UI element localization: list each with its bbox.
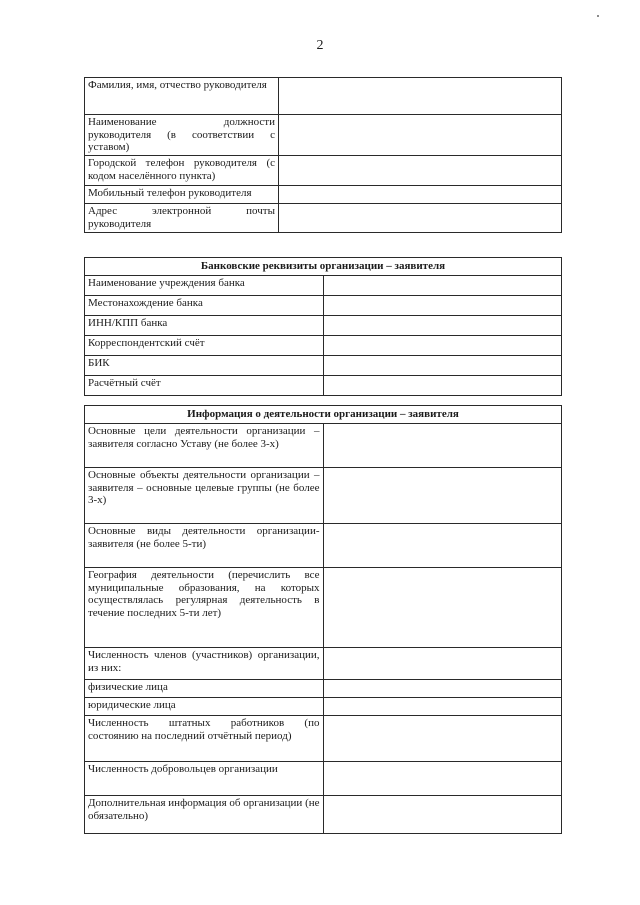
field-label: Основные объекты деятельности организации – заявителя – основные целевые группы (не более 3-х) (85, 468, 324, 524)
table-row (85, 295, 562, 315)
section-title: Информация о деятельности организации – заявителя (85, 406, 562, 424)
table-row (85, 204, 562, 233)
field-label: Местонахождение банка (85, 295, 324, 315)
field-label: физические лица (85, 680, 324, 698)
table-header-row (85, 406, 562, 424)
table-row (85, 568, 562, 648)
field-value[interactable] (323, 698, 562, 716)
field-value[interactable] (323, 315, 562, 335)
field-value[interactable] (279, 204, 562, 233)
field-label: Основные цели деятельности организации – заявителя согласно Уставу (не более 3-х) (85, 424, 324, 468)
table-row (85, 375, 562, 395)
table-row (85, 680, 562, 698)
field-label: Наименование должности руководителя (в соответствии с уставом) (85, 115, 279, 156)
table-row (85, 716, 562, 762)
field-value[interactable] (323, 295, 562, 315)
field-label: ИНН/КПП банка (85, 315, 324, 335)
field-label: География деятельности (перечислить все муниципальные образования, на которых осуществлялась регулярная деятельность в течение последних 5-ти лет) (85, 568, 324, 648)
field-value[interactable] (323, 375, 562, 395)
table-row (85, 698, 562, 716)
field-label: Фамилия, имя, отчество руководителя (85, 78, 279, 115)
field-label: Корреспондентский счёт (85, 335, 324, 355)
table-row (85, 355, 562, 375)
table-row (85, 315, 562, 335)
section-title: Банковские реквизиты организации – заявителя (85, 258, 562, 276)
field-value[interactable] (323, 796, 562, 834)
field-value[interactable] (323, 275, 562, 295)
field-value[interactable] (323, 762, 562, 796)
page-number: 2 (316, 38, 324, 53)
field-label: Численность штатных работников (по состоянию на последний отчётный период) (85, 716, 324, 762)
table-row (85, 275, 562, 295)
field-label: Численность членов (участников) организации, из них: (85, 648, 324, 680)
table-row (85, 762, 562, 796)
table-row (85, 648, 562, 680)
field-value[interactable] (323, 568, 562, 648)
scan-speck (597, 15, 599, 17)
table-row (85, 796, 562, 834)
field-value[interactable] (279, 186, 562, 204)
field-value[interactable] (323, 335, 562, 355)
field-value[interactable] (323, 680, 562, 698)
field-label: Численность добровольцев организации (85, 762, 324, 796)
table-row (85, 78, 562, 115)
field-label: Дополнительная информация об организации (не обязательно) (85, 796, 324, 834)
field-label: Наименование учреждения банка (85, 275, 324, 295)
table-row (85, 186, 562, 204)
field-label: Городской телефон руководителя (с кодом населённого пункта) (85, 156, 279, 186)
bank-details-table (84, 257, 562, 396)
head-info-table (84, 77, 562, 233)
activity-info-table (84, 405, 562, 834)
table-row (85, 524, 562, 568)
field-value[interactable] (323, 355, 562, 375)
field-label: Адрес электронной почты руководителя (85, 204, 279, 233)
field-value[interactable] (323, 524, 562, 568)
field-value[interactable] (279, 78, 562, 115)
field-label: Расчётный счёт (85, 375, 324, 395)
table-header-row (85, 258, 562, 276)
field-value[interactable] (323, 716, 562, 762)
field-label: юридические лица (85, 698, 324, 716)
table-row (85, 156, 562, 186)
table-row (85, 115, 562, 156)
table-row (85, 424, 562, 468)
field-label: Основные виды деятельности организации-заявителя (не более 5-ти) (85, 524, 324, 568)
table-row (85, 335, 562, 355)
field-value[interactable] (323, 424, 562, 468)
table-row (85, 468, 562, 524)
field-value[interactable] (323, 648, 562, 680)
field-value[interactable] (279, 115, 562, 156)
field-label: Мобильный телефон руководителя (85, 186, 279, 204)
field-label: БИК (85, 355, 324, 375)
field-value[interactable] (279, 156, 562, 186)
field-value[interactable] (323, 468, 562, 524)
